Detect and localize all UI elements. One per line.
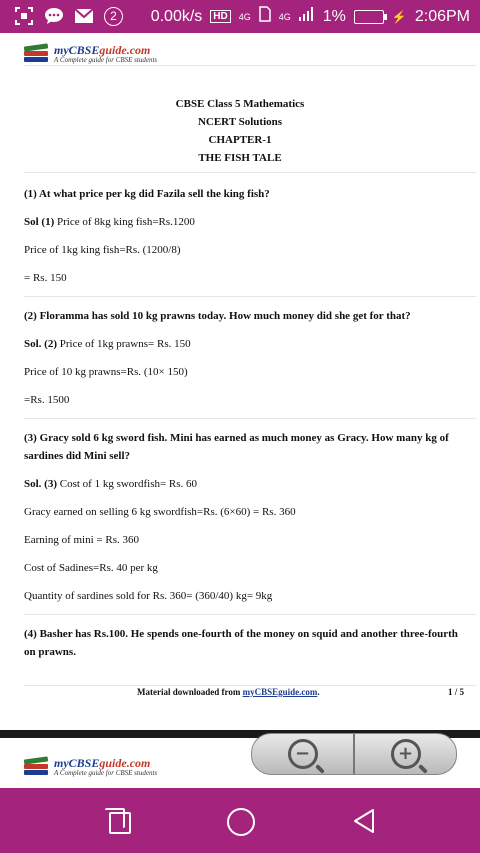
divider xyxy=(24,65,476,66)
battery-percent: 1% xyxy=(322,7,346,25)
question-1: (1) At what price per kg did Fazila sell the king fish? xyxy=(24,188,270,200)
gmail-icon xyxy=(74,6,94,26)
logo-brand: myCBSEguide.com xyxy=(54,756,151,770)
logo-brand: myCBSEguide.com xyxy=(54,43,151,57)
zoom-in-button[interactable] xyxy=(355,734,456,774)
books-icon xyxy=(24,45,48,63)
heading-line-1: CBSE Class 5 Mathematics xyxy=(175,98,305,110)
heading-line-2: NCERT Solutions xyxy=(197,116,283,128)
mycbseguide-logo xyxy=(24,43,157,64)
page-number: 1 / 5 xyxy=(447,687,464,697)
zoom-out-button[interactable] xyxy=(252,734,353,774)
zoom-out-icon: − xyxy=(288,739,318,769)
q3-solution-line-5: Quantity of sardines sold for Rs. 360= (360/40) kg= 9kg xyxy=(24,590,273,602)
q3-solution-line-2: Gracy earned on selling 6 kg swordfish=Rs. (6×60) = Rs. 360 xyxy=(24,506,296,518)
mycbseguide-logo xyxy=(24,756,157,777)
q2-solution-line-2: Price of 10 kg prawns=Rs. (10× 150) xyxy=(24,366,188,378)
signal-type: 4G xyxy=(278,11,291,22)
sim-icon xyxy=(259,6,271,27)
back-button[interactable] xyxy=(352,808,378,834)
zoom-controls xyxy=(251,733,457,775)
heading-line-3: CHAPTER-1 xyxy=(208,134,272,146)
document-heading xyxy=(0,95,480,167)
logo-tagline: A Complete guide for CBSE students xyxy=(54,769,158,777)
q1-solution-line-2: Price of 1kg king fish=Rs. (1200/8) xyxy=(24,244,181,256)
chat-icon xyxy=(44,6,64,26)
network-type: 4G xyxy=(238,11,251,22)
divider xyxy=(24,614,476,615)
recent-apps-button[interactable] xyxy=(103,808,129,834)
q2-solution-line-1: Sol. (2) Price of 1kg prawns= Rs. 150 xyxy=(24,338,191,350)
hd-icon: HD xyxy=(210,10,230,23)
q3-solution-line-3: Earning of mini = Rs. 360 xyxy=(24,534,139,546)
q1-solution-line-3: = Rs. 150 xyxy=(24,272,67,284)
signal-icon xyxy=(299,7,315,26)
divider xyxy=(24,172,476,173)
clock: 2:06PM xyxy=(414,7,470,25)
question-4: (4) Basher has Rs.100. He spends one-fourth of the money on squid and another three-fourth on prawns. xyxy=(24,628,458,658)
footer-link[interactable]: myCBSEguide.com xyxy=(242,687,318,697)
question-2: (2) Floramma has sold 10 kg prawns today. How much money did she get for that? xyxy=(24,310,411,322)
zoom-in-icon: + xyxy=(391,739,421,769)
q3-solution-line-1: Sol. (3) Cost of 1 kg swordfish= Rs. 60 xyxy=(24,478,198,490)
net-speed: 0.00k/s xyxy=(150,7,203,25)
pdf-page[interactable]: myCBSEguide.com A Complete guide for CBSE students CBSE Class 5 Mathematics NCERT Solutions CHAPTER-1 THE FISH TALE (1) At what price per kg did Fazila sell the king fish? Sol (1) Price of 8kg king fish=Rs.1200 Price of 1kg king fish=Rs. (1200/8) = Rs. 150 (2) Floramma has sold 10 kg prawns today. How much money did she get for that? Sol. (2) Price of 1kg prawns= Rs. 150 Price of 10 kg prawns=Rs. (10× 150) =Rs. 1500 (3) Gracy sold 6 kg sword fish. Mini has earned as much money as Gracy. How many kg of sardines did Mini sell? Sol. (3) Cost of 1 kg swordfish= Rs. 60 Gracy earned on selling 6 kg swordfish=Rs. (6×60) = Rs. 360 Earning of mini = Rs. 360 Cost of Sadines=Rs. 40 per kg Quantity of sardines sold for Rs. 360= (360/40) kg= 9kg (4) Basher has Rs.100. He spends one-fourth of the money on squid and another three-fourth on prawns. Material downloaded from myCBSEguide.com. 1 / 5 xyxy=(0,33,480,730)
charging-icon: ⚡ xyxy=(391,9,407,24)
books-icon xyxy=(24,758,48,776)
home-button[interactable] xyxy=(227,808,255,836)
q1-solution-line-1: Sol (1) Price of 8kg king fish=Rs.1200 xyxy=(24,216,195,228)
back-icon xyxy=(352,808,376,834)
status-bar xyxy=(0,0,480,33)
question-3: (3) Gracy sold 6 kg sword fish. Mini has earned as much money as Gracy. How many kg of sardines did Mini sell? xyxy=(24,432,449,462)
heading-line-4: THE FISH TALE xyxy=(198,152,282,164)
logo-tagline: A Complete guide for CBSE students xyxy=(54,56,158,64)
q3-solution-line-4: Cost of Sadines=Rs. 40 per kg xyxy=(24,562,158,574)
battery-icon xyxy=(354,10,384,24)
notification-count-badge: 2 xyxy=(104,7,123,26)
screenshot-icon xyxy=(14,6,34,26)
q2-solution-line-3: =Rs. 1500 xyxy=(24,394,70,406)
divider xyxy=(24,685,476,686)
divider xyxy=(24,418,476,419)
navigation-bar xyxy=(0,788,480,853)
divider xyxy=(24,296,476,297)
